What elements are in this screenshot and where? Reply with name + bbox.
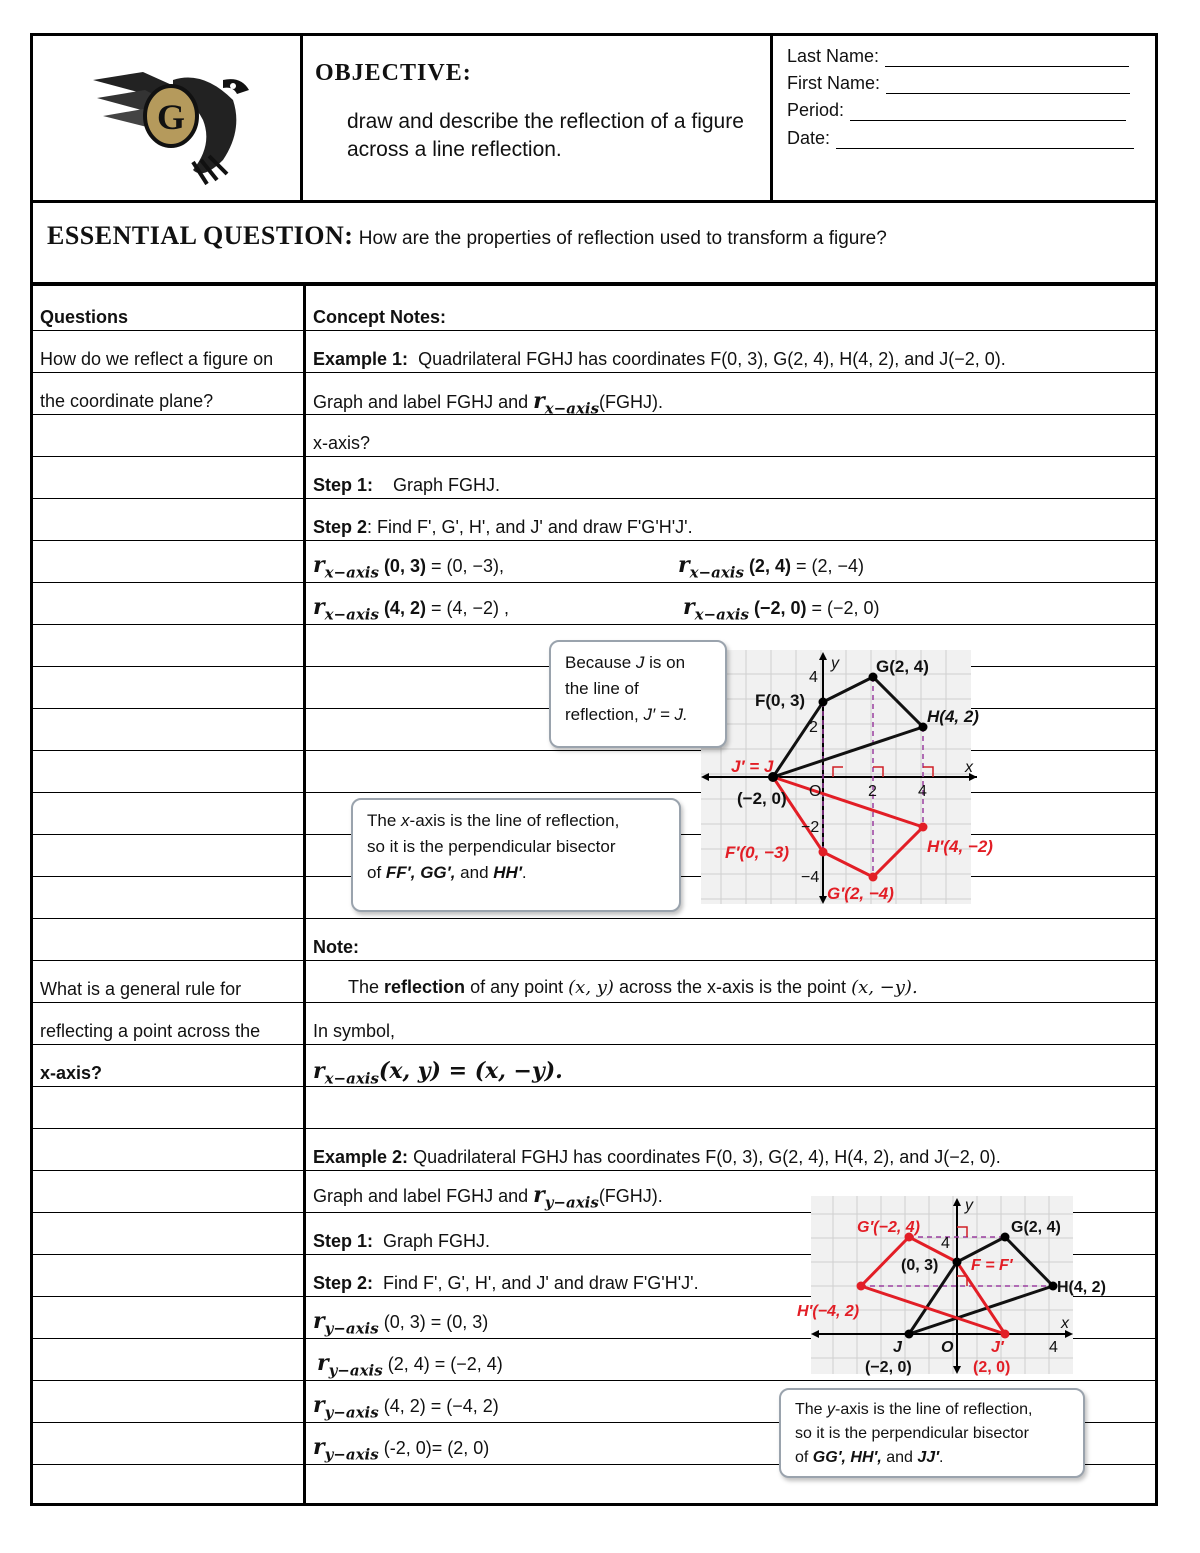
example1-mapping-3: $r_{x-axis}$ (4, 2) = (4, −2) , [313,594,509,624]
example1-xaxis-question: x-axis? [313,433,371,453]
example2-step2: Step 2: Find F', G', H', and J' and draw F'G'H'J'. [313,1273,699,1293]
origin-label: O [809,783,822,800]
label-H: H(4, 2) [1057,1279,1106,1296]
questions-header: Questions [40,307,129,327]
example2-statement: Example 2: Quadrilateral FGHJ has coordinates F(0, 3), G(2, 4), H(4, 2), and J(−2, 0). [313,1147,1001,1167]
tick-y-4: 4 [941,1235,950,1252]
label-J-coords: (−2, 0) [865,1359,912,1376]
example1-mapping-4: $r_{x-axis}$ (−2, 0) = (−2, 0) [683,594,880,624]
first-name-field[interactable] [787,73,1130,94]
label-G: G(2, 4) [1011,1219,1061,1236]
date-line[interactable] [836,134,1134,149]
example2-mapping-4: $r_{y-axis}$ (-2, 0)= (2, 0) [313,1434,490,1464]
label-J-coords: (−2, 0) [737,789,787,808]
x-axis-label: x [965,759,973,776]
essential-question [47,221,887,251]
column-divider [303,286,306,1503]
note-symbol-rule: $r_{x-axis}(x$, y) = (x, −y). [313,1058,563,1088]
question-2-line1: What is a general rule for [40,979,242,999]
row-line [33,624,1155,625]
essential-question-text: How are the properties of reflection used to transform a figure? [358,228,887,249]
note-reflection-rule: The reflection of any point (x, y) across the x-axis is the point (x, −y). [348,977,918,998]
question-2-line3: x-axis? [40,1063,103,1083]
objective-cell [303,36,773,200]
label-H: H(4, 2) [927,707,979,726]
student-info-cell [773,36,1155,200]
note-symbol-label: In symbol, [313,1021,396,1041]
example1-mapping-2: $r_{x-axis}$ (2, 4) = (2, −4) [678,552,864,582]
note-label: Note: [313,937,359,957]
example2-graph-instruction: Graph and label FGHJ and $r_{y-axis}(FGHJ)$. [313,1182,663,1212]
row-line [33,1044,1155,1045]
y-axis-label: y [965,1197,973,1214]
date-label: Date: [787,128,831,148]
example2-mapping-2: $r_{y-axis}$ (2, 4) = (−2, 4) [317,1350,503,1380]
label-J-prime: J′ [991,1339,1004,1356]
row-line [33,330,1155,331]
label-H-prime: H′(4, −2) [927,837,993,856]
concept-notes-header: Concept Notes: [313,307,447,327]
first-name-label: First Name: [787,73,881,93]
logo-cell [33,36,303,200]
callout-x-axis-bisector: The x-axis is the line of reflection, so it is the perpendicular bisector of FF′, GG′, and HH′. [351,798,681,912]
row-line [33,1170,1155,1171]
row-line [33,918,1155,919]
y-axis-label: y [831,655,839,672]
period-field[interactable] [787,100,1126,121]
label-H-prime: H′(−4, 2) [797,1303,860,1320]
row-line [33,498,1155,499]
tick-x-2: 2 [868,783,877,800]
label-J-prime: J′ = J [731,757,774,776]
label-G-prime: G′(−2, 4) [857,1219,920,1236]
row-line [33,582,1155,583]
period-line[interactable] [850,106,1126,121]
label-F-coords: (0, 3) [901,1257,939,1274]
example1-mapping-1: $r_{x-axis}$ (0, 3) = (0, −3), [313,552,504,582]
tick-x-4: 4 [1049,1339,1058,1356]
period-label: Period: [787,100,845,120]
example2-mapping-1: $r_{y-axis}$ (0, 3) = (0, 3) [313,1308,489,1338]
first-name-line[interactable] [886,79,1130,94]
label-G: G(2, 4) [876,657,929,676]
row-line [33,1086,1155,1087]
label-J: J [893,1339,902,1356]
worksheet-frame [30,33,1158,1506]
tick-y-neg2: −2 [801,819,820,836]
question-2-line2: reflecting a point across the [40,1021,261,1041]
example1-statement: Example 1: Quadrilateral FGHJ has coordinates F(0, 3), G(2, 4), H(4, 2), and J(−2, 0). [313,349,1006,369]
label-F-equals-F-prime: F = F′ [971,1257,1013,1274]
school-logo-icon [83,50,263,190]
row-line [33,540,1155,541]
last-name-line[interactable] [885,52,1129,67]
question-1-line2: the coordinate plane? [40,391,214,411]
graph-x-axis-reflection [693,644,993,906]
x-axis-label: x [1061,1315,1069,1332]
tick-y-neg4: −4 [801,869,820,886]
row-line [33,1002,1155,1003]
label-G-prime: G′(2, −4) [827,884,894,903]
tick-y-4: 4 [809,669,818,686]
essential-question-label: ESSENTIAL QUESTION: [47,221,354,250]
example1-step2: Step 2: Find F', G', H', and J' and draw F'G'H'J'. [313,517,693,537]
callout-y-axis-bisector: The y-axis is the line of reflection, so it is the perpendicular bisector of GG′, HH′, and JJ′. [779,1388,1085,1478]
label-J-prime-coords: (2, 0) [973,1359,1011,1376]
label-F-prime: F′(0, −3) [725,843,790,862]
svg-text:G: G [156,97,186,137]
example2-mapping-3: $r_{y-axis}$ (4, 2) = (−4, 2) [313,1392,499,1422]
row-line [33,960,1155,961]
tick-y-2: 2 [809,719,818,736]
label-F: F(0, 3) [755,691,806,710]
origin-label: O [941,1339,954,1356]
row-line [33,372,1155,373]
tick-x-4: 4 [918,783,927,800]
question-1-line1: How do we reflect a figure on [40,349,274,369]
last-name-field[interactable] [787,46,1129,67]
row-line [33,456,1155,457]
objective-text: draw and describe the reflection of a figure across a line reflection. [347,110,744,161]
example1-step1: Step 1: Graph FGHJ. [313,475,501,495]
row-line [33,750,1155,751]
callout-j-on-line: Because J is on the line of reflection, J′ = J. [549,640,727,748]
example2-step1: Step 1: Graph FGHJ. [313,1231,491,1251]
essential-divider [33,282,1155,286]
row-line [33,792,1155,793]
row-line [33,1128,1155,1129]
objective-title: OBJECTIVE: [315,60,472,86]
date-field[interactable] [787,128,1134,149]
example1-graph-instruction: Graph and label FGHJ and $r_{x-axis}(FGHJ)$. [313,388,664,418]
graph-y-axis-reflection [761,1192,1106,1378]
last-name-label: Last Name: [787,46,880,66]
row-line [33,1380,1155,1381]
header-divider [33,200,1155,203]
